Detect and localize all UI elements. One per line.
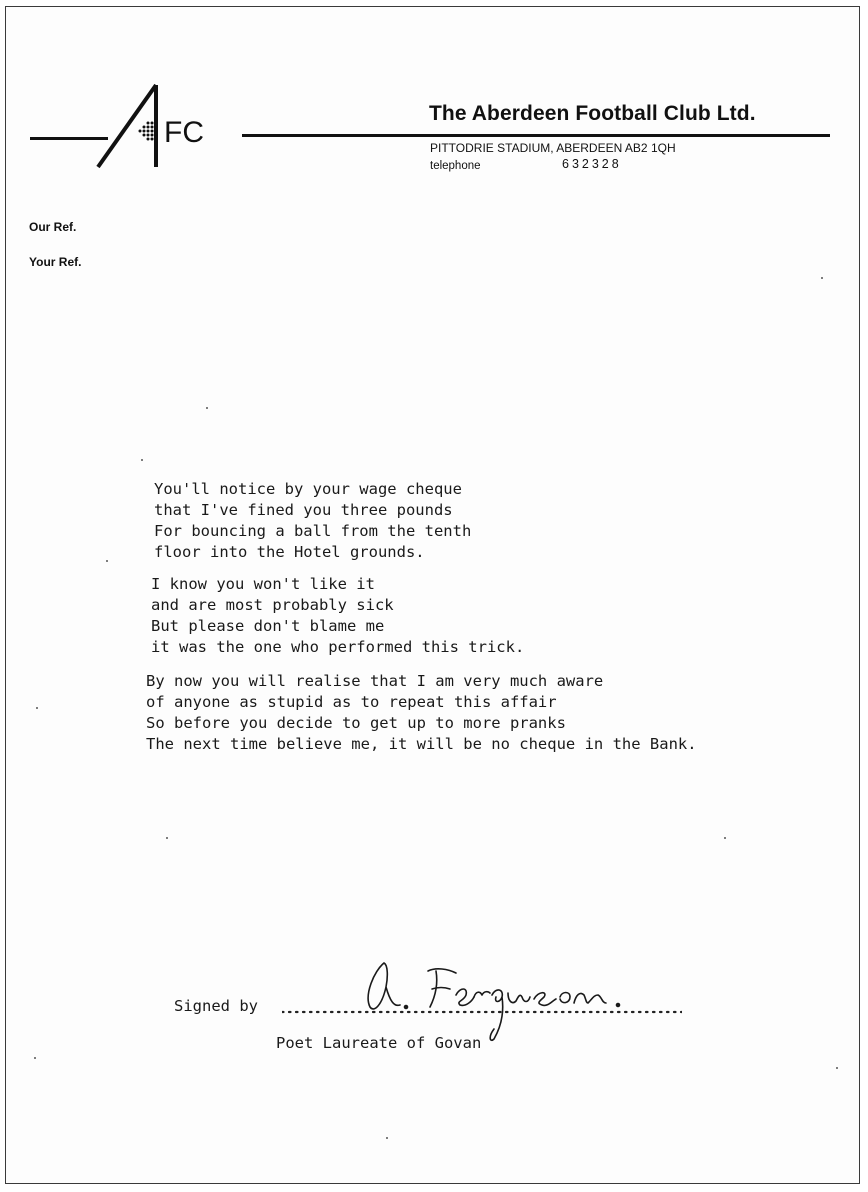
club-name: The Aberdeen Football Club Ltd. bbox=[429, 102, 756, 125]
signatory-title: Poet Laureate of Govan bbox=[276, 1034, 482, 1052]
telephone-number: 632328 bbox=[562, 157, 622, 171]
poem-line: You'll notice by your wage cheque bbox=[154, 480, 462, 498]
paper-speck bbox=[141, 459, 143, 461]
poem-line: I know you won't like it bbox=[151, 575, 375, 593]
letterhead-rule-right bbox=[242, 134, 830, 137]
paper-speck bbox=[106, 560, 108, 562]
handwritten-signature bbox=[356, 947, 646, 1047]
poem-line: that I've fined you three pounds bbox=[154, 501, 453, 519]
telephone-label: telephone bbox=[430, 160, 481, 172]
svg-text:FC: FC bbox=[164, 116, 204, 149]
poem-stanza-3 bbox=[146, 671, 697, 755]
club-address: PITTODRIE STADIUM, ABERDEEN AB2 1QH bbox=[430, 141, 676, 155]
paper-speck bbox=[166, 837, 168, 839]
letterhead-rule-left bbox=[30, 137, 108, 140]
poem-line: and are most probably sick bbox=[151, 596, 394, 614]
poem-stanza-1 bbox=[154, 479, 471, 563]
paper-speck bbox=[206, 407, 208, 409]
paper-speck bbox=[386, 1137, 388, 1139]
poem-line: So before you decide to get up to more pranks bbox=[146, 714, 566, 732]
poem-stanza-2 bbox=[151, 574, 524, 658]
poem-line: But please don't blame me bbox=[151, 617, 385, 635]
paper-speck bbox=[821, 277, 823, 279]
poem-line: of anyone as stupid as to repeat this affair bbox=[146, 693, 557, 711]
your-ref-label: Your Ref. bbox=[29, 255, 82, 269]
paper-speck bbox=[34, 1057, 36, 1059]
our-ref-label: Our Ref. bbox=[29, 220, 77, 234]
poem-line: By now you will realise that I am very much aware bbox=[146, 672, 604, 690]
paper-speck bbox=[724, 837, 726, 839]
signed-by-label: Signed by bbox=[174, 997, 258, 1015]
poem-line: it was the one who performed this trick. bbox=[151, 638, 525, 656]
paper-speck bbox=[36, 707, 38, 709]
afc-logo bbox=[28, 79, 238, 179]
poem-line: For bouncing a ball from the tenth bbox=[154, 522, 472, 540]
paper-speck bbox=[836, 1067, 838, 1069]
poem-line: The next time believe me, it will be no cheque in the Bank. bbox=[146, 735, 697, 753]
poem-line: floor into the Hotel grounds. bbox=[154, 543, 425, 561]
letter-page bbox=[5, 6, 860, 1184]
